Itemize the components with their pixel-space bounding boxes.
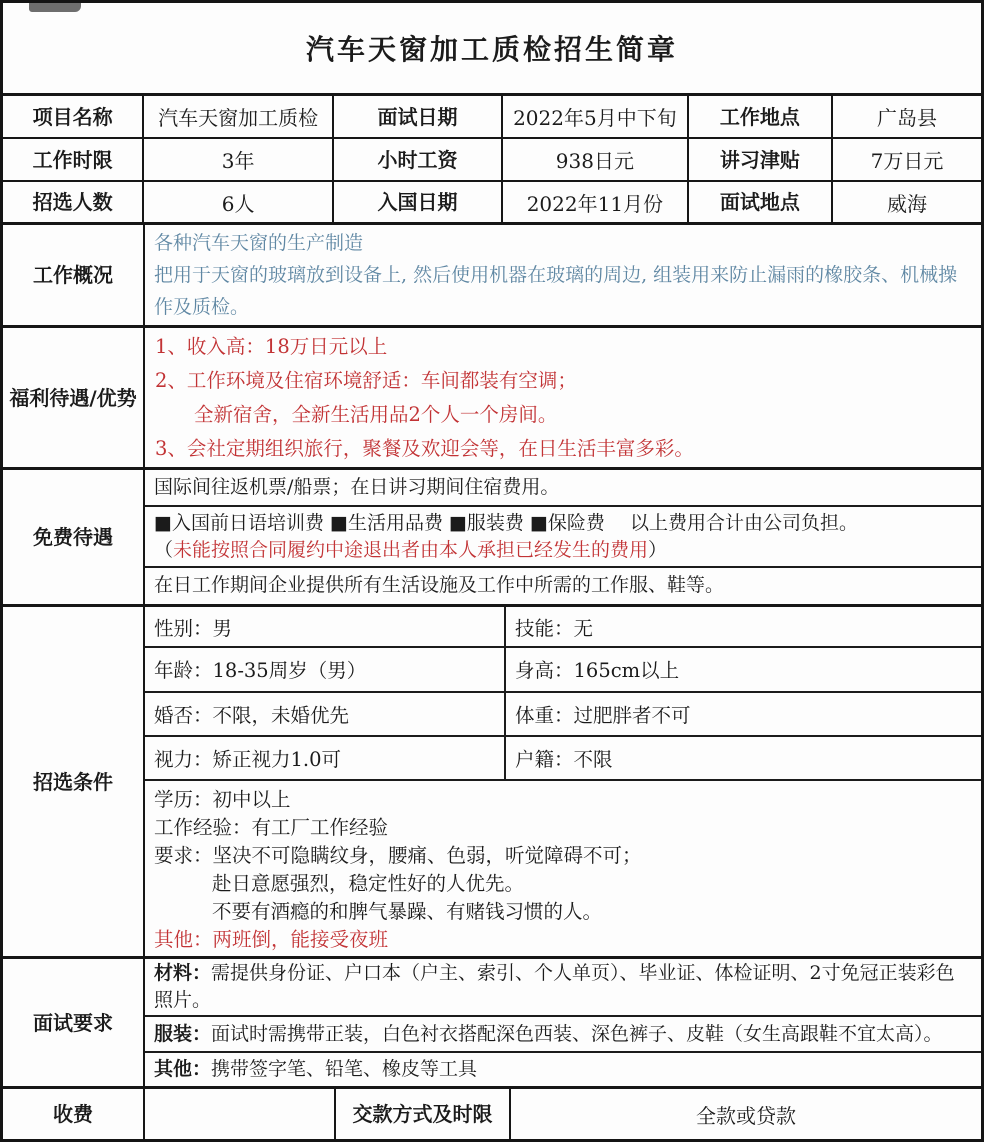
requirements-row — [3, 607, 981, 959]
job-overview-content — [145, 225, 981, 325]
hourly-wage-value: 938日元 — [503, 139, 689, 180]
demand-line-1: 要求：坚决不可隐瞒纹身，腰痛、色弱，听觉障碍不可； — [154, 844, 642, 867]
basic-info-row-1 — [3, 96, 981, 139]
welfare-line-4: 3、会社定期组织旅行，聚餐及欢迎会等，在日生活丰富多彩。 — [155, 436, 694, 460]
shift-note-line: 其他：两班倒，能接受夜班 — [154, 928, 389, 951]
interview-other-text — [154, 1056, 971, 1083]
work-location-label: 工作地点 — [689, 96, 833, 137]
other-value: 携带签字笔、铅笔、橡皮等工具 — [211, 1058, 478, 1081]
interview-requirements-content — [145, 959, 981, 1086]
paren-close: ） — [648, 538, 668, 561]
requirements-label: 招选条件 — [3, 607, 145, 956]
scan-artifact — [29, 3, 81, 12]
entry-date-label: 入国日期 — [334, 182, 503, 222]
requirements-pair-vision-residence — [145, 737, 981, 781]
welfare-label: 福利待遇/优势 — [3, 328, 145, 467]
interview-requirements-row — [3, 959, 981, 1089]
interview-dresscode — [145, 1017, 981, 1053]
weight-cell: 体重：过肥胖者不可 — [515, 703, 691, 727]
demand-line-2: 赴日意愿强烈，稳定性好的人优先。 — [212, 872, 525, 895]
welfare-line-2: 2、工作环境及住宿环境舒适：车间都装有空调； — [155, 368, 577, 392]
work-location-value: 广岛县 — [876, 106, 937, 130]
free-benefits-penalty-note: 未能按照合同履约中途退出者由本人承担已经发生的费用 — [173, 538, 649, 561]
requirements-content — [145, 607, 981, 956]
dresscode-value: 面试时需携带正装，白色衬衣搭配深色西装、深色裤子、皮鞋（女生高跟鞋不宜太高）。 — [211, 1022, 943, 1045]
training-allowance-label: 讲习津贴 — [689, 139, 833, 180]
interview-materials — [145, 959, 981, 1017]
gender-cell: 性别：男 — [145, 607, 506, 646]
payment-method-label: 交款方式及时限 — [336, 1089, 511, 1139]
job-overview-label: 工作概况 — [3, 225, 145, 325]
dresscode-key: 服装： — [154, 1022, 212, 1045]
headcount-label: 招选人数 — [3, 182, 144, 222]
project-name-label: 项目名称 — [3, 96, 144, 137]
interview-location-label: 面试地点 — [689, 182, 833, 222]
welfare-row — [3, 328, 981, 470]
free-benefits-fees-line-1: ■入国前日语培训费 ■生活用品费 ■服装费 ■保险费 以上费用合计由公司负担。 — [154, 511, 858, 534]
skill-cell: 技能：无 — [515, 616, 594, 640]
basic-info-row-3 — [3, 182, 981, 225]
materials-value: 需提供身份证、户口本（户主、索引、个人单页）、毕业证、体检证明、2寸免冠正装彩色照片。 — [154, 962, 955, 1011]
free-benefits-row — [3, 470, 981, 607]
title-row — [3, 3, 981, 96]
demand-line-3: 不要有酒瘾的和脾气暴躁、有赌钱习惯的人。 — [212, 900, 603, 923]
free-benefits-label: 免费待遇 — [3, 470, 145, 604]
requirements-pair-gender-skill — [145, 607, 981, 648]
experience-line: 工作经验：有工厂工作经验 — [154, 816, 389, 839]
requirements-pair-marriage-weight — [145, 693, 981, 737]
fees-label: 收费 — [3, 1089, 145, 1139]
materials-key: 材料： — [154, 962, 212, 984]
residence-cell: 户籍：不限 — [515, 747, 613, 771]
job-overview-line-2: 把用于天窗的玻璃放到设备上, 然后使用机器在玻璃的周边, 组装用来防止漏雨的橡胶条、机械操作及质检。 — [154, 264, 958, 318]
height-cell: 身高：165cm以上 — [515, 659, 680, 683]
free-benefits-fees-line-2 — [154, 537, 971, 564]
job-overview-row — [3, 225, 981, 328]
job-overview-line-1: 各种汽车天窗的生产制造 — [154, 232, 364, 254]
requirements-pair-age-height — [145, 648, 981, 692]
interview-dresscode-text — [154, 1021, 971, 1048]
other-key: 其他： — [154, 1058, 212, 1081]
interview-other — [145, 1053, 981, 1086]
fees-row — [3, 1089, 981, 1139]
welfare-content — [145, 328, 981, 467]
fees-empty-cell — [145, 1089, 336, 1139]
age-cell: 年龄：18-35周岁（男） — [145, 648, 506, 690]
requirements-detail — [145, 781, 981, 956]
free-benefits-content — [145, 470, 981, 604]
page-title: 汽车天窗加工质检招生简章 — [305, 33, 678, 66]
free-benefits-tickets — [145, 470, 981, 507]
interview-date-value: 2022年5月中下旬 — [503, 96, 689, 137]
free-benefits-facilities — [145, 568, 981, 604]
free-benefits-facilities-text: 在日工作期间企业提供所有生活设施及工作中所需的工作服、鞋等。 — [154, 574, 725, 597]
entry-date-value: 2022年11月份 — [503, 182, 689, 222]
marriage-cell: 婚否：不限，未婚优先 — [145, 693, 506, 735]
paren-open: （ — [154, 538, 174, 561]
interview-materials-text — [154, 960, 971, 1014]
free-benefits-fees — [145, 507, 981, 568]
project-name-value: 汽车天窗加工质检 — [144, 96, 334, 137]
interview-date-label: 面试日期 — [334, 96, 503, 137]
basic-info-row-2 — [3, 139, 981, 182]
vision-cell: 视力：矫正视力1.0可 — [145, 737, 506, 779]
training-allowance-value: 7万日元 — [870, 149, 944, 173]
payment-method-value: 全款或贷款 — [696, 1103, 796, 1128]
free-benefits-tickets-text: 国际间往返机票/船票；在日讲习期间住宿费用。 — [154, 476, 560, 499]
welfare-line-3: 全新宿舍，全新生活用品2个人一个房间。 — [194, 402, 558, 426]
interview-location-value: 威海 — [886, 191, 927, 216]
education-line: 学历：初中以上 — [154, 788, 291, 811]
hourly-wage-label: 小时工资 — [334, 139, 503, 180]
work-term-label: 工作时限 — [3, 139, 144, 180]
interview-requirements-label: 面试要求 — [3, 959, 145, 1086]
welfare-line-1: 1、收入高：18万日元以上 — [155, 334, 388, 358]
work-term-value: 3年 — [144, 139, 334, 180]
headcount-value: 6人 — [144, 182, 334, 222]
